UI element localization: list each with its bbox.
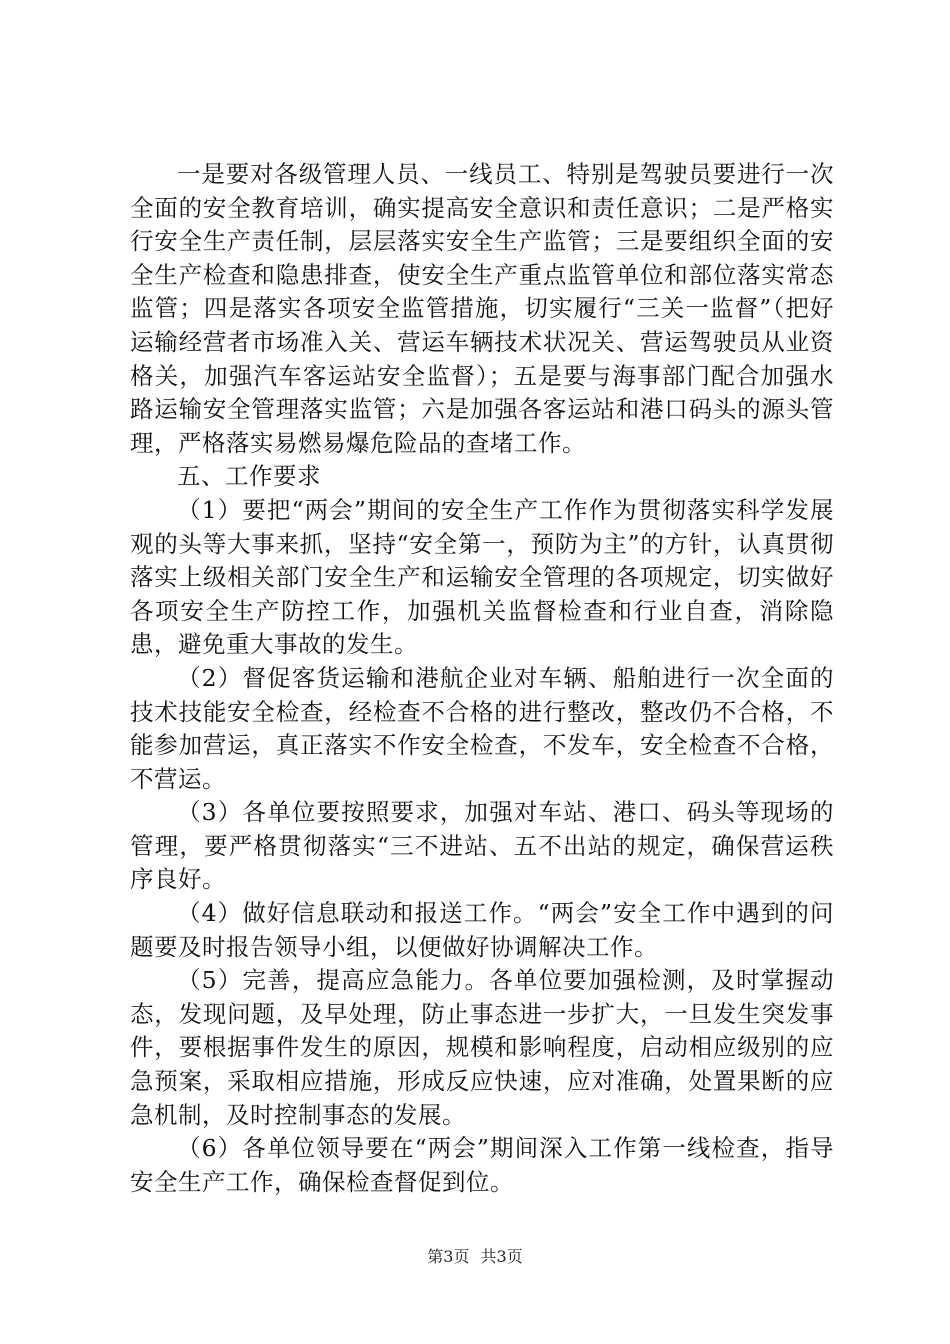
document-body: [130, 158, 834, 1199]
requirement-item-1: （1）要把“两会”期间的安全生产工作作为贯彻落实科学发展观的头等大事来抓，坚持“安全第一，预防为主”的方针，认真贯彻落实上级相关部门安全生产和运输安全管理的各项规定，切实做好各项安全生产防控工作，加强机关监督检查和行业自查，消除隐患，避免重大事故的发生。: [130, 495, 834, 659]
requirement-item-4: （4）做好信息联动和报送工作。“两会”安全工作中遇到的问题要及时报告领导小组，以便做好协调解决工作。: [130, 899, 834, 961]
page-number: 第3页: [427, 1247, 470, 1266]
requirement-item-2: （2）督促客货运输和港航企业对车辆、船舶进行一次全面的技术技能安全检查，经检查不合格的进行整改，整改仍不合格，不能参加营运，真正落实不作安全检查，不发车，安全检查不合格，不营运。: [130, 663, 834, 793]
page-total: 共3页: [480, 1247, 523, 1266]
requirement-item-5: （5）完善，提高应急能力。各单位要加强检测，及时掌握动态，发现问题，及早处理，防止事态进一步扩大，一旦发生突发事件，要根据事件发生的原因，规模和影响程度，启动相应级别的应急预案，采取相应措施，形成反应快速，应对准确，处置果断的应急机制，及时控制事态的发展。: [130, 966, 834, 1129]
requirement-item-6: （6）各单位领导要在“两会”期间深入工作第一线检查，指导安全生产工作，确保检查督促到位。: [130, 1134, 834, 1196]
requirement-item-3: （3）各单位要按照要求，加强对车站、港口、码头等现场的管理，要严格贯彻落实“三不进站、五不出站的规定，确保营运秩序良好。: [130, 798, 834, 894]
page-footer: [0, 1247, 950, 1267]
paragraph-safety-measures: 一是要对各级管理人员、一线员工、特别是驾驶员要进行一次全面的安全教育培训，确实提高安全意识和责任意识；二是严格实行安全生产责任制，层层落实安全生产监管；三是要组织全面的安全生产检查和隐患排查，使安全生产重点监管单位和部位落实常态监管；四是落实各项安全监管措施，切实履行“三关一监督”（把好运输经营者市场准入关、营运车辆技术状况关、营运驾驶员从业资格关，加强汽车客运站安全监督）；五是要与海事部门配合加强水路运输安全管理落实监管；六是加强各客运站和港口码头的源头管理，严格落实易燃易爆危险品的查堵工作。: [130, 160, 834, 457]
section-heading-work-requirements: 五、工作要求: [177, 462, 321, 491]
